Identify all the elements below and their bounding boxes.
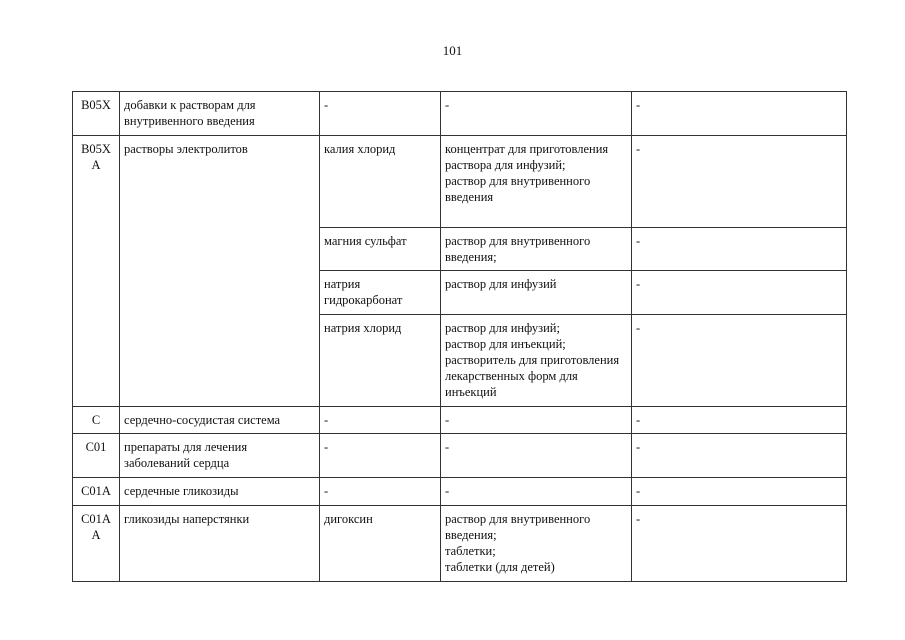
atc-code-cell: C01	[73, 434, 120, 478]
table-row	[73, 92, 847, 136]
table-row	[73, 478, 847, 506]
drug-name-cell: калия хлорид	[320, 136, 441, 228]
dosage-form-cell: раствор для внутривенного введения; таблетки; таблетки (для детей)	[441, 506, 632, 582]
drug-name-cell: -	[320, 92, 441, 136]
extra-cell: -	[632, 228, 847, 271]
dosage-form-cell: -	[441, 478, 632, 506]
group-cell: препараты для лечения заболеваний сердца	[120, 434, 320, 478]
drug-name-cell: -	[320, 434, 441, 478]
atc-code-cell: C01A A	[73, 506, 120, 582]
atc-code-cell: B05X A	[73, 136, 120, 407]
page-number: 101	[442, 43, 463, 58]
group-cell: сердечные гликозиды	[120, 478, 320, 506]
extra-cell: -	[632, 434, 847, 478]
drug-classification-table	[72, 91, 847, 582]
drug-name-cell: -	[320, 478, 441, 506]
drug-name-cell: магния сульфат	[320, 228, 441, 271]
drug-name-cell: -	[320, 407, 441, 434]
group-cell: гликозиды наперстянки	[120, 506, 320, 582]
drug-name-cell: дигоксин	[320, 506, 441, 582]
extra-cell: -	[632, 506, 847, 582]
extra-cell: -	[632, 92, 847, 136]
extra-cell: -	[632, 136, 847, 228]
extra-cell: -	[632, 315, 847, 407]
group-cell: растворы электролитов	[120, 136, 320, 407]
drug-name-cell: натрия гидрокарбонат	[320, 271, 441, 315]
group-cell: сердечно-сосудистая система	[120, 407, 320, 434]
extra-cell: -	[632, 271, 847, 315]
atc-code-cell: C01A	[73, 478, 120, 506]
extra-cell: -	[632, 478, 847, 506]
dosage-form-cell: раствор для инфузий; раствор для инъекций; растворитель для приготовления лекарственных форм для инъекций	[441, 315, 632, 407]
table-row	[73, 407, 847, 434]
group-cell: добавки к растворам для внутривенного введения	[120, 92, 320, 136]
dosage-form-cell: -	[441, 407, 632, 434]
table-row	[73, 136, 847, 228]
dosage-form-cell: раствор для инфузий	[441, 271, 632, 315]
drug-name-cell: натрия хлорид	[320, 315, 441, 407]
dosage-form-cell: раствор для внутривенного введения;	[441, 228, 632, 271]
atc-code-cell: C	[73, 407, 120, 434]
extra-cell: -	[632, 407, 847, 434]
table-row	[73, 434, 847, 478]
table-row	[73, 506, 847, 582]
dosage-form-cell: -	[441, 434, 632, 478]
dosage-form-cell: концентрат для приготовления раствора для инфузий; раствор для внутривенного введения	[441, 136, 632, 228]
atc-code-cell: B05X	[73, 92, 120, 136]
dosage-form-cell: -	[441, 92, 632, 136]
